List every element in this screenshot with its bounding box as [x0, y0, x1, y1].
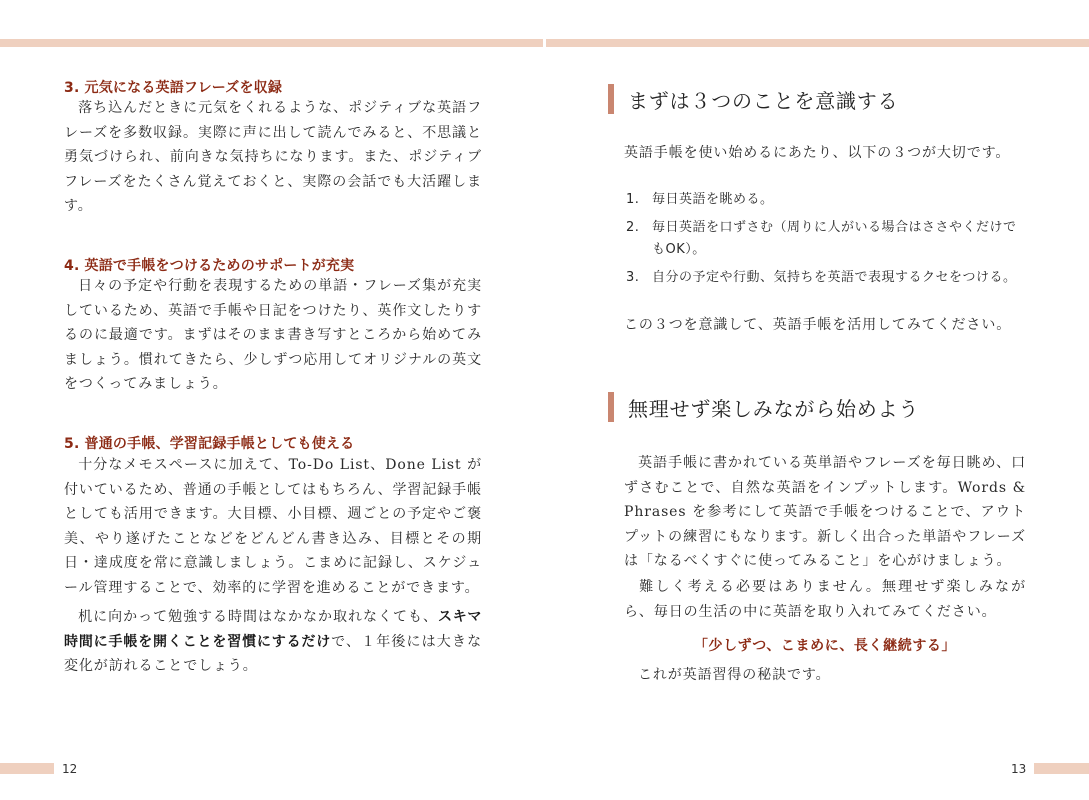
section-3-paragraph: 落ち込んだときに元気をくれるような、ポジティブな英語フレーズを多数収録。実際に声に出して読んでみると、不思議と勇気づけられ、前向きな気持ちになります。また、ポジティブフレーズをたくさん覚えておくと、実際の会話でも大活躍します。 — [64, 100, 482, 214]
page-number-right: 13 — [1011, 762, 1027, 776]
section-heading-5: 5. 普通の手帳、学習記録手帳としても使える — [64, 436, 355, 452]
heading-marker — [608, 392, 614, 422]
footer-bar-right — [1034, 763, 1089, 774]
page-number-left: 12 — [62, 762, 78, 776]
footer-bar-left — [0, 763, 54, 774]
body-paragraph-1: 英語手帳に書かれている英単語やフレーズを毎日眺め、口ずさむことで、自然な英語をインプットします。Words & Phrases を参考にして英語で手帳をつけることで、アウトプットの練習にもなります。新しく出合った単語やフレーズは「なるべくすぐに使ってみること」を心がけましょう。 — [624, 455, 1026, 569]
section-heading-4: 4. 英語で手帳をつけるためのサポートが充実 — [64, 258, 355, 274]
section-5-closing-paragraph: 机に向かって勉強する時間はなかなか取れなくても、スキマ時間に手帳を開くことを習慣にするだけで、１年後には大きな変化が訪れることでしょう。 — [64, 609, 482, 674]
heading-marker — [608, 84, 614, 114]
heading-start-enjoyably: 無理せず楽しみながら始めよう — [608, 392, 919, 422]
heading-be-aware-of-three-things: まずは３つのことを意識する — [608, 84, 898, 114]
section-5-paragraph: 十分なメモスペースに加えて、To-Do List、Done List が付いているため、普通の手帳としてはもちろん、学習記録手帳としても活用できます。大目標、小目標、週ごとの予定やご褒美、やり遂げたことなどをどんどん書き込み、目標とその期日・達成度を常に意識しましょう。こまめに記録し、スケジュール管理することで、効率的に学習を進めることができます。 — [64, 457, 482, 596]
list-item: 3. 自分の予定や行動、気持ちを英語で表現するクセをつける。 — [626, 270, 1017, 285]
list-item: 1. 毎日英語を眺める。 — [626, 192, 774, 207]
left-page — [0, 0, 543, 800]
intro-text: 英語手帳を使い始めるにあたり、以下の３つが大切です。 — [624, 145, 1011, 161]
body-paragraph-2: 難しく考える必要はありません。無理せず楽しみながら、毎日の生活の中に英語を取り入れてみてください。 — [624, 579, 1026, 620]
three-points-list — [626, 189, 1026, 295]
list-item: 2. 毎日英語を口ずさむ（周りに人がいる場合はささやくだけでもOK）。 — [626, 220, 1017, 257]
emphasis-text: スキマ時間に手帳を開くことを習慣にするだけ — [64, 609, 482, 650]
outro-text: この３つを意識して、英語手帳を活用してみてください。 — [624, 317, 1012, 333]
closing-text: これが英語習得の秘訣です。 — [638, 667, 831, 683]
right-page — [546, 0, 1089, 800]
section-4-paragraph: 日々の予定や行動を表現するための単語・フレーズ集が充実しているため、英語で手帳や日記をつけたり、英作文したりするのに最適です。まずはそのまま書き写すところから始めてみましょう。慣れてきたら、少しずつ応用してオリジナルの英文をつくってみましょう。 — [64, 278, 482, 392]
key-message: 「少しずつ、こまめに、長く継続する」 — [693, 638, 957, 654]
section-heading-3: 3. 元気になる英語フレーズを収録 — [64, 80, 283, 96]
